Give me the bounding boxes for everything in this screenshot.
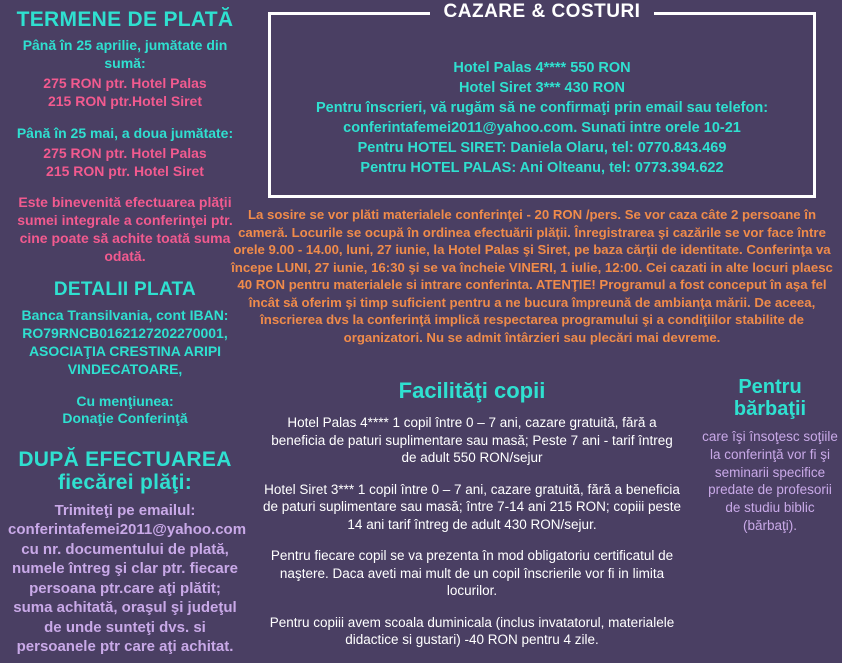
- bank-details-title: DETALII PLATA: [53, 279, 197, 301]
- cazare-line: Pentru HOTEL PALAS: Ani Olteanu, tel: 0773.394.622: [360, 160, 724, 176]
- first-installment-heading: Până în 25 aprilie, jumătate din sumă:: [22, 37, 228, 71]
- men-section-body: care îşi însoţesc soţiile la conferinţă vor fi şi seminarii specifice predate de profesorii de studiu biblic (bărbaţi).: [702, 429, 838, 534]
- cazare-title: CAZARE & COSTURI: [430, 1, 655, 22]
- cazare-title-wrap: [268, 1, 816, 23]
- after-payment-body: Trimiteţi pe emailul: conferintafemei2011@yahoo.com cu nr. documentului de plată, numele întreg şi clar ptr. fiecare persoana ptr.care aţi plătit; suma achitată, oraşul şi judeţul de unde sunteţi dvs. si persoanele ptr care aţi achitat.: [8, 501, 247, 656]
- bank-details: Banca Transilvania, cont IBAN: RO79RNCB0162127202270001, ASOCIAŢIA CRESTINA ARIPI VINDECATOARE,: [21, 306, 229, 377]
- facilities-section: [262, 378, 682, 663]
- second-installment-heading: Până în 25 mai, a doua jumătate:: [16, 124, 234, 141]
- facilities-paragraph: Pentru copiii avem scoala duminicala (inclus invatatorul, materialele didactice si gustari) -40 RON pentru 4 zile.: [269, 614, 675, 648]
- conference-info-paragraph: La sosire se vor plăti materialele conferinţei - 20 RON /pers. Se vor caza câte 2 persoane în cameră. Locurile se ocupă în ordinea efectuării plăţii. Înregistrarea şi cazările se vor face între orele 9.00 - 14.00, luni, 27 iunie, la Hotel Palas şi Siret, pe baza cărţii de identitate. Conferinţa va începe LUNI, 27 iunie, 16:30 şi se va încheie VINERI, 1 iulie, 12:00. Cei cazati in alte locuri plaesc 40 RON pentru materialele si intrare conferinta. ATENŢIE! Programul a fost conceput în aşa fel încât să oferim şi timp suficient pentru a ne bucura împreună de ambianţa mării. De aceea, înscrierea dvs la conferinţă implică respectarea programului şi a condiţiilor stabilite de organizatori. Nu se admit întârzieri sau plecări mai devreme.: [231, 207, 833, 345]
- facilities-title: Facilităţi copii: [398, 378, 546, 403]
- first-installment-line1: 275 RON ptr. Hotel Palas: [43, 74, 207, 91]
- second-installment-line2: 215 RON ptr. Hotel Siret: [46, 162, 204, 179]
- full-payment-note: Este binevenită efectuarea plăţii sumei integrale a conferinţei ptr. cine poate să achite toată suma odată.: [17, 194, 233, 265]
- second-installment-line1: 275 RON ptr. Hotel Palas: [43, 144, 207, 161]
- after-payment-title-line1: DUPĂ EFECTUAREA: [18, 448, 232, 472]
- right-column: [700, 376, 840, 535]
- mention-label: Cu menţiunea:: [76, 392, 174, 409]
- cazare-line: conferintafemei2011@yahoo.com. Sunati intre orele 10-21: [343, 120, 741, 136]
- cazare-content: [268, 58, 816, 178]
- cazare-line: Hotel Siret 3*** 430 RON: [458, 80, 625, 96]
- cazare-line: Pentru HOTEL SIRET: Daniela Olaru, tel: 0770.843.469: [357, 140, 727, 156]
- first-installment-line2: 215 RON ptr.Hotel Siret: [47, 92, 203, 109]
- facilities-paragraph: Hotel Palas 4**** 1 copil între 0 – 7 ani, cazare gratuită, fără a beneficia de paturi suplimentare sau masă; Peste 7 ani - tarif întreg de adult 550 RON/sejur: [271, 415, 673, 466]
- facilities-paragraph: Hotel Siret 3*** 1 copil între 0 – 7 ani, cazare gratuită, fără a beneficia de paturi suplimentare sau masă; între 7-14 ani 215 RON; copiii peste 14 ani tarif întreg de adult 430 RON/sejur.: [263, 481, 681, 532]
- spacer: [0, 436, 250, 448]
- mention-value: Donaţie Conferinţă: [62, 410, 188, 427]
- left-column: [0, 0, 250, 656]
- payment-terms-title: TERMENE DE PLATĂ: [16, 8, 234, 31]
- men-section-title-line2: bărbaţii: [733, 398, 807, 420]
- facilities-paragraph: Pentru fiecare copil se va prezenta în mod obligatoriu certificatul de naştere. Daca aveti mai mult de un copil înscrierile vor fi in limita locurilor.: [270, 548, 674, 599]
- cazare-line: Hotel Palas 4**** 550 RON: [453, 60, 631, 76]
- after-payment-title-line2: fiecărei plăţi:: [57, 471, 193, 495]
- men-section-title-line1: Pentru: [738, 376, 802, 398]
- cazare-line: Pentru înscrieri, vă rugăm să ne confirmaţi prin email sau telefon:: [315, 100, 769, 116]
